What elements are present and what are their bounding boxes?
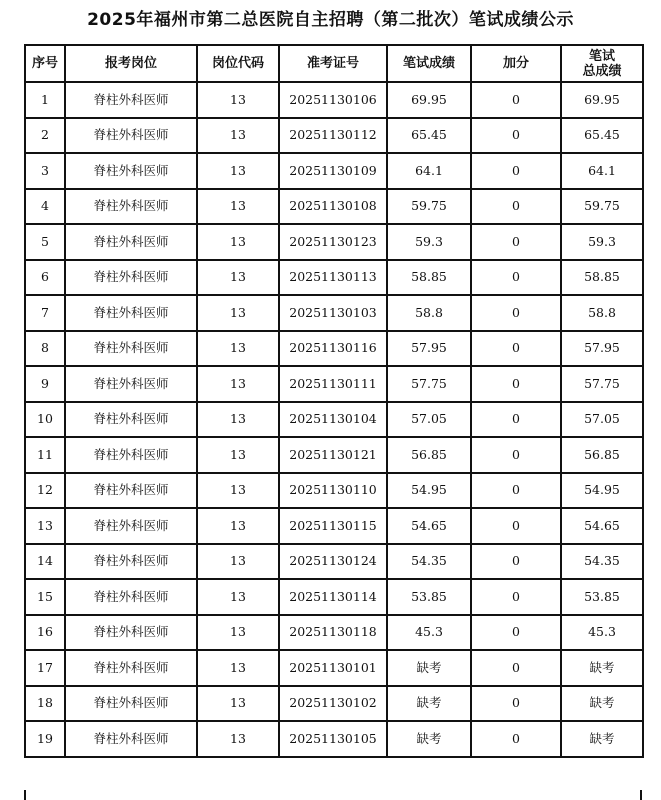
cell-code: 13 [197,82,279,118]
table-row [25,224,643,260]
cell-exam-no: 20251130106 [279,82,387,118]
cell-score: 65.45 [387,118,471,154]
table-row [25,544,643,580]
cell-total: 缺考 [561,721,643,757]
cell-seq: 6 [25,260,65,296]
cell-bonus: 0 [471,686,561,722]
cell-score: 缺考 [387,650,471,686]
cell-bonus: 0 [471,402,561,438]
cell-score: 57.95 [387,331,471,367]
cell-position: 脊柱外科医师 [65,260,197,296]
cell-seq: 3 [25,153,65,189]
table-row [25,331,643,367]
cell-score: 54.95 [387,473,471,509]
cell-bonus: 0 [471,508,561,544]
cell-seq: 16 [25,615,65,651]
header-bonus: 加分 [471,45,561,82]
cell-exam-no: 20251130108 [279,189,387,225]
cell-code: 13 [197,544,279,580]
table-row [25,508,643,544]
cell-score: 54.35 [387,544,471,580]
cell-position: 脊柱外科医师 [65,224,197,260]
cell-position: 脊柱外科医师 [65,721,197,757]
cell-code: 13 [197,189,279,225]
cell-seq: 12 [25,473,65,509]
cell-score: 57.05 [387,402,471,438]
cell-score: 53.85 [387,579,471,615]
table-row [25,579,643,615]
cell-score: 58.8 [387,295,471,331]
cell-exam-no: 20251130115 [279,508,387,544]
header-total [561,45,643,82]
cell-bonus: 0 [471,544,561,580]
cell-seq: 8 [25,331,65,367]
cell-exam-no: 20251130118 [279,615,387,651]
table-row [25,402,643,438]
cell-position: 脊柱外科医师 [65,402,197,438]
cell-score: 58.85 [387,260,471,296]
cell-position: 脊柱外科医师 [65,189,197,225]
cell-seq: 19 [25,721,65,757]
cell-code: 13 [197,295,279,331]
cell-total: 64.1 [561,153,643,189]
cell-code: 13 [197,650,279,686]
cell-total: 58.8 [561,295,643,331]
cell-position: 脊柱外科医师 [65,153,197,189]
cell-bonus: 0 [471,118,561,154]
cell-code: 13 [197,508,279,544]
cell-bonus: 0 [471,650,561,686]
cell-total: 45.3 [561,615,643,651]
cell-bonus: 0 [471,82,561,118]
cell-exam-no: 20251130103 [279,295,387,331]
header-total-line2: 总成绩 [582,63,622,79]
cell-bonus: 0 [471,366,561,402]
cell-position: 脊柱外科医师 [65,686,197,722]
header-total-line1: 笔试 [588,48,615,64]
cell-score: 45.3 [387,615,471,651]
cell-total: 59.75 [561,189,643,225]
cell-code: 13 [197,437,279,473]
cell-bonus: 0 [471,295,561,331]
header-score: 笔试成绩 [387,45,471,82]
table-row [25,437,643,473]
header-exam-no: 准考证号 [279,45,387,82]
table-row [25,615,643,651]
cell-position: 脊柱外科医师 [65,544,197,580]
header-code: 岗位代码 [197,45,279,82]
cell-seq: 10 [25,402,65,438]
table-row [25,721,643,757]
cell-score: 缺考 [387,686,471,722]
cell-exam-no: 20251130124 [279,544,387,580]
cell-code: 13 [197,331,279,367]
cell-code: 13 [197,224,279,260]
table-row [25,366,643,402]
cell-exam-no: 20251130123 [279,224,387,260]
cell-bonus: 0 [471,224,561,260]
score-table [24,44,644,758]
cell-score: 59.75 [387,189,471,225]
cell-total: 56.85 [561,437,643,473]
cell-bonus: 0 [471,615,561,651]
cell-code: 13 [197,615,279,651]
cell-position: 脊柱外科医师 [65,331,197,367]
cell-total: 54.95 [561,473,643,509]
cell-bonus: 0 [471,437,561,473]
cell-code: 13 [197,473,279,509]
cell-seq: 9 [25,366,65,402]
table-row [25,650,643,686]
cell-score: 59.3 [387,224,471,260]
table-row [25,473,643,509]
cell-score: 54.65 [387,508,471,544]
cell-bonus: 0 [471,153,561,189]
cell-total: 缺考 [561,650,643,686]
cell-seq: 18 [25,686,65,722]
table-row [25,118,643,154]
document-title: 2025年福州市第二总医院自主招聘（第二批次）笔试成绩公示 [87,10,574,30]
cell-seq: 17 [25,650,65,686]
cell-code: 13 [197,118,279,154]
cell-score: 69.95 [387,82,471,118]
cell-seq: 5 [25,224,65,260]
cell-total: 缺考 [561,686,643,722]
cell-position: 脊柱外科医师 [65,295,197,331]
cell-bonus: 0 [471,579,561,615]
cell-total: 53.85 [561,579,643,615]
cell-seq: 7 [25,295,65,331]
cell-exam-no: 20251130105 [279,721,387,757]
cell-total: 58.85 [561,260,643,296]
cell-seq: 2 [25,118,65,154]
cell-code: 13 [197,402,279,438]
cell-exam-no: 20251130121 [279,437,387,473]
cell-total: 57.75 [561,366,643,402]
cell-position: 脊柱外科医师 [65,366,197,402]
cell-position: 脊柱外科医师 [65,473,197,509]
table-row [25,153,643,189]
cell-position: 脊柱外科医师 [65,650,197,686]
cell-score: 57.75 [387,366,471,402]
cell-seq: 1 [25,82,65,118]
cell-code: 13 [197,260,279,296]
cell-exam-no: 20251130110 [279,473,387,509]
header-seq: 序号 [25,45,65,82]
cell-position: 脊柱外科医师 [65,579,197,615]
table-header-row [25,45,643,82]
cell-exam-no: 20251130113 [279,260,387,296]
cell-exam-no: 20251130112 [279,118,387,154]
cell-position: 脊柱外科医师 [65,82,197,118]
cell-score: 56.85 [387,437,471,473]
cell-exam-no: 20251130109 [279,153,387,189]
cell-exam-no: 20251130111 [279,366,387,402]
cell-code: 13 [197,366,279,402]
cell-score: 缺考 [387,721,471,757]
cell-total: 57.05 [561,402,643,438]
cell-total: 54.65 [561,508,643,544]
cell-position: 脊柱外科医师 [65,508,197,544]
cell-total: 69.95 [561,82,643,118]
cell-code: 13 [197,153,279,189]
cell-code: 13 [197,579,279,615]
cell-position: 脊柱外科医师 [65,118,197,154]
cell-code: 13 [197,721,279,757]
cell-total: 59.3 [561,224,643,260]
table-row [25,295,643,331]
cell-exam-no: 20251130104 [279,402,387,438]
cell-bonus: 0 [471,721,561,757]
cell-position: 脊柱外科医师 [65,437,197,473]
cell-seq: 14 [25,544,65,580]
cell-bonus: 0 [471,189,561,225]
cell-score: 64.1 [387,153,471,189]
cell-seq: 11 [25,437,65,473]
cell-exam-no: 20251130101 [279,650,387,686]
table-row [25,189,643,225]
cell-seq: 4 [25,189,65,225]
table-row [25,82,643,118]
cell-seq: 15 [25,579,65,615]
cell-bonus: 0 [471,331,561,367]
cell-exam-no: 20251130116 [279,331,387,367]
cell-position: 脊柱外科医师 [65,615,197,651]
cell-total: 65.45 [561,118,643,154]
cell-exam-no: 20251130114 [279,579,387,615]
score-table-body [25,82,643,757]
cell-total: 57.95 [561,331,643,367]
cell-bonus: 0 [471,260,561,296]
cell-exam-no: 20251130102 [279,686,387,722]
table-row [25,260,643,296]
cell-seq: 13 [25,508,65,544]
table-continuation [24,790,642,800]
cell-code: 13 [197,686,279,722]
cell-total: 54.35 [561,544,643,580]
table-row [25,686,643,722]
cell-bonus: 0 [471,473,561,509]
header-position: 报考岗位 [65,45,197,82]
